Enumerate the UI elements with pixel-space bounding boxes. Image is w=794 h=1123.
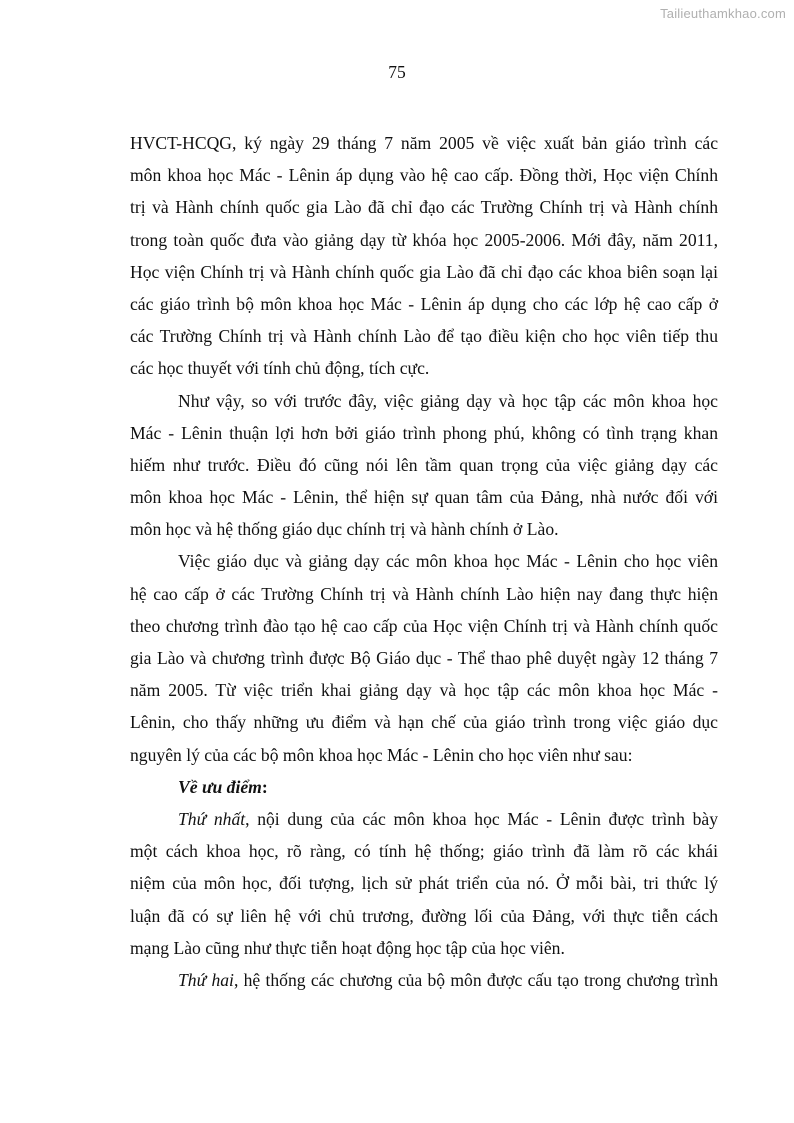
text-line bbox=[130, 803, 718, 835]
paragraph-2 bbox=[130, 385, 718, 546]
text-line: niệm của môn học, đối tượng, lịch sử phát triển của nó. Ở mỗi bài, tri thức lý bbox=[130, 873, 718, 894]
text-line: năm 2005. Từ việc triển khai giảng dạy và học tập các môn khoa học Mác - bbox=[130, 680, 718, 701]
text-line: trong toàn quốc đưa vào giảng dạy từ khóa học 2005-2006. Mới đây, năm 2011, bbox=[130, 229, 718, 250]
text-line: Việc giáo dục và giảng dạy các môn khoa học Mác - Lênin cho học viên bbox=[178, 551, 718, 572]
text-line: Như vậy, so với trước đây, việc giảng dạy và học tập các môn khoa học bbox=[178, 390, 718, 411]
text-line: môn khoa học Mác - Lênin áp dụng vào hệ cao cấp. Đồng thời, Học viện Chính bbox=[130, 165, 718, 186]
text-line: gia Lào và chương trình được Bộ Giáo dục - Thể thao phê duyệt ngày 12 tháng 7 bbox=[130, 648, 718, 668]
lead-term: Thứ nhất bbox=[178, 808, 246, 829]
watermark-text: Tailieuthamkhao.com bbox=[660, 6, 786, 21]
text-line: hiếm như trước. Điều đó cũng nói lên tầm quan trọng của việc giảng dạy các bbox=[130, 454, 718, 475]
text-line: nguyên lý của các bộ môn khoa học Mác - Lênin cho học viên như sau: bbox=[130, 744, 633, 765]
line-rest: , hệ thống các chương của bộ môn được cấu tạo trong chương trình bbox=[233, 969, 718, 990]
text-line: các giáo trình bộ môn khoa học Mác - Lênin áp dụng cho các lớp hệ cao cấp ở bbox=[130, 293, 718, 314]
line-rest: , nội dung của các môn khoa học Mác - Lênin được trình bày bbox=[245, 808, 718, 829]
text-line: một cách khoa học, rõ ràng, có tính hệ thống; giáo trình đã làm rõ các khái bbox=[130, 841, 718, 862]
text-line: luận đã có sự liên hệ với chủ trương, đường lối của Đảng, với thực tiễn cách bbox=[130, 905, 718, 926]
text-line: mạng Lào cũng như thực tiễn hoạt động học tập của học viên. bbox=[130, 937, 565, 958]
paragraph-3 bbox=[130, 545, 718, 770]
paragraph-first-point bbox=[130, 803, 718, 964]
lead-term: Thứ hai bbox=[178, 969, 234, 990]
text-line: trị và Hành chính quốc gia Lào đã chỉ đạo các Trường Chính trị và Hành chính bbox=[130, 197, 718, 218]
text-line: Mác - Lênin thuận lợi hơn bởi giáo trình phong phú, không có tình trạng khan bbox=[130, 422, 718, 443]
text-line: Lênin, cho thấy những ưu điểm và hạn chế của giáo trình trong việc giáo dục bbox=[130, 712, 718, 733]
text-line: hệ cao cấp ở các Trường Chính trị và Hành chính Lào hiện nay đang thực hiện bbox=[130, 583, 718, 604]
heading-colon: : bbox=[261, 776, 268, 797]
heading-text: Về ưu điểm bbox=[178, 776, 262, 797]
document-body bbox=[130, 127, 718, 996]
text-line: môn khoa học Mác - Lênin, thể hiện sự quan tâm của Đảng, nhà nước đối với bbox=[130, 487, 718, 508]
paragraph-1 bbox=[130, 127, 718, 385]
text-line: theo chương trình đào tạo hệ cao cấp của Học viện Chính trị và Hành chính quốc bbox=[130, 615, 718, 636]
text-line bbox=[130, 964, 718, 996]
paragraph-second-point bbox=[130, 964, 718, 996]
page-number: 75 bbox=[388, 62, 406, 82]
text-line: HVCT-HCQG, ký ngày 29 tháng 7 năm 2005 về việc xuất bản giáo trình các bbox=[130, 133, 718, 153]
text-line: các Trường Chính trị và Hành chính Lào để tạo điều kiện cho học viên tiếp thu bbox=[130, 326, 718, 347]
text-line: Học viện Chính trị và Hành chính quốc gia Lào đã chỉ đạo các khoa biên soạn lại bbox=[130, 261, 718, 282]
text-line: các học thuyết với tính chủ động, tích cực. bbox=[130, 358, 430, 379]
section-heading bbox=[130, 771, 718, 803]
text-line: môn học và hệ thống giáo dục chính trị và hành chính ở Lào. bbox=[130, 519, 559, 540]
